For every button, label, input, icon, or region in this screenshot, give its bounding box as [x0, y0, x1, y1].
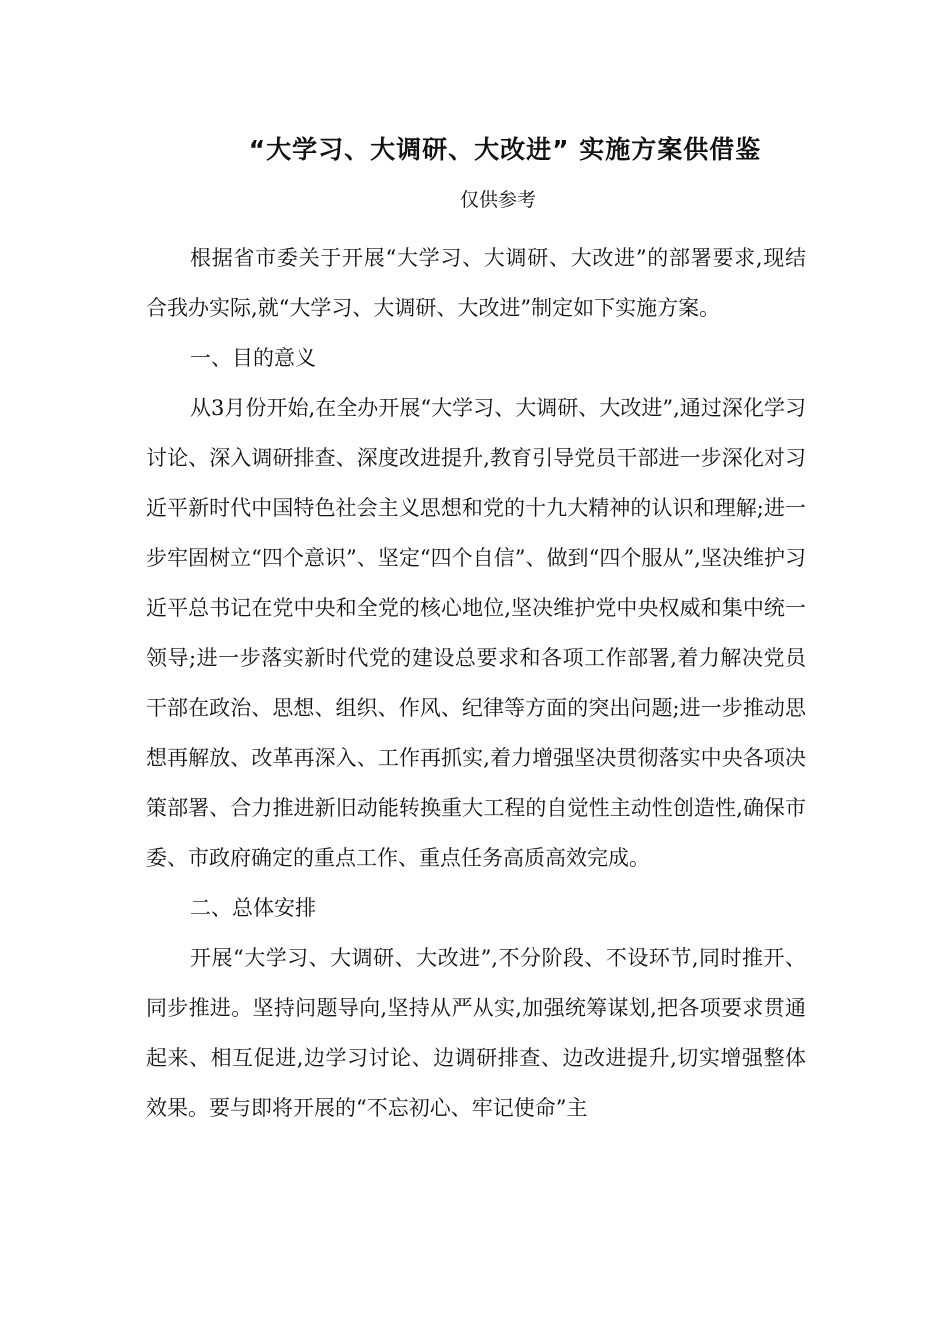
section-heading-purpose: 一、目的意义	[190, 346, 316, 370]
section-heading-arrangement: 二、总体安排	[190, 896, 316, 920]
purpose-paragraph: 从3月份开始,在全办开展“大学习、大调研、大改进”,通过深化学习讨论、深入调研排查、深度改进提升,教育引导党员干部进一步深化对习近平新时代中国特色社会主义思想和党的十九大精神的认识和理解;进一步牢固树立“四个意识”、坚定“四个自信”、做到“四个服从”,坚决维护习近平总书记在党中央和全党的核心地位,坚决维护党中央权威和集中统一领导;进一步落实新时代党的建设总要求和各项工作部署,着力解决党员干部在政治、思想、组织、作风、纪律等方面的突出问题;进一步推动思想再解放、改革再深入、工作再抓实,着力增强坚决贯彻落实中央各项决策部署、合力推进新旧动能转换重大工程的自觉性主动性创造性,确保市委、市政府确定的重点工作、重点任务高质高效完成。	[146, 396, 806, 870]
document-subtitle: 仅供参考	[459, 189, 536, 211]
intro-paragraph: 根据省市委关于开展“大学习、大调研、大改进”的部署要求,现结合我办实际,就“大学习、大调研、大改进”制定如下实施方案。	[146, 246, 806, 320]
document-title: “大学习、大调研、大改进” 实施方案供借鉴	[248, 135, 762, 164]
arrangement-paragraph: 开展“大学习、大调研、大改进”,不分阶段、不设环节,同时推开、同步推进。坚持问题导向,坚持从严从实,加强统筹谋划,把各项要求贯通起来、相互促进,边学习讨论、边调研排查、边改进提升,切实增强整体效果。要与即将开展的“不忘初心、牢记使命”主	[146, 946, 806, 1120]
document-body	[146, 233, 806, 1133]
